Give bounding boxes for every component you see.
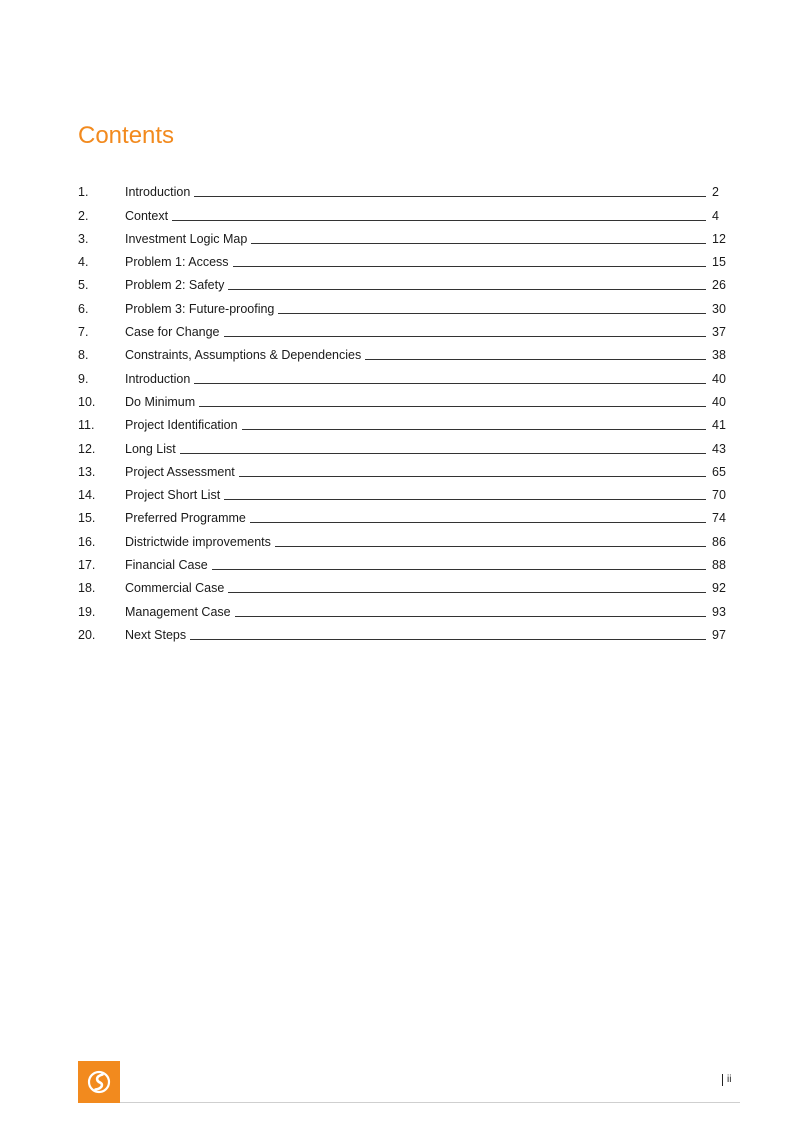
toc-number: 12. bbox=[78, 441, 96, 456]
toc-number: 15. bbox=[78, 511, 96, 526]
toc-number: 4. bbox=[78, 255, 89, 270]
toc-entry[interactable] bbox=[78, 596, 740, 619]
brand-swirl-icon bbox=[87, 1070, 111, 1094]
toc-number: 7. bbox=[78, 325, 89, 340]
toc-entry[interactable] bbox=[78, 293, 740, 316]
page-title: Contents bbox=[78, 122, 175, 149]
toc-page[interactable]: 88 bbox=[712, 558, 726, 573]
toc-page[interactable]: 12 bbox=[712, 231, 726, 246]
toc-leader bbox=[365, 358, 706, 360]
toc-leader bbox=[275, 545, 706, 547]
toc-page[interactable]: 4 bbox=[712, 208, 719, 223]
toc-number: 10. bbox=[78, 394, 96, 409]
toc-number: 9. bbox=[78, 371, 89, 386]
toc-title[interactable]: Introduction bbox=[125, 371, 191, 386]
toc-number: 14. bbox=[78, 488, 96, 503]
toc-number: 8. bbox=[78, 348, 89, 363]
toc-page[interactable]: 26 bbox=[712, 278, 726, 293]
toc-page[interactable]: 97 bbox=[712, 627, 726, 642]
toc-title[interactable]: Next Steps bbox=[125, 627, 187, 642]
toc-entry[interactable] bbox=[78, 200, 740, 223]
toc-entry[interactable] bbox=[78, 410, 740, 433]
toc-number: 11. bbox=[78, 418, 95, 433]
toc-page[interactable]: 41 bbox=[712, 418, 726, 433]
toc-title[interactable]: Do Minimum bbox=[125, 394, 196, 409]
toc-leader bbox=[199, 405, 706, 407]
toc-entry[interactable] bbox=[78, 620, 740, 643]
toc-page[interactable]: 30 bbox=[712, 301, 726, 316]
toc-number: 20. bbox=[78, 627, 96, 642]
toc-entry[interactable] bbox=[78, 503, 740, 526]
toc-title[interactable]: Constraints, Assumptions & Dependencies bbox=[125, 348, 362, 363]
toc-page[interactable]: 92 bbox=[712, 581, 726, 596]
toc-leader bbox=[278, 312, 706, 314]
toc-number: 19. bbox=[78, 604, 96, 619]
toc-leader bbox=[224, 498, 706, 500]
toc-number: 16. bbox=[78, 534, 96, 549]
toc-page[interactable]: 65 bbox=[712, 464, 726, 479]
toc-entry[interactable] bbox=[78, 224, 740, 247]
toc-leader bbox=[239, 475, 706, 477]
toc-leader bbox=[235, 615, 706, 617]
toc-title[interactable]: Project Short List bbox=[125, 488, 221, 503]
toc-entry[interactable] bbox=[78, 550, 740, 573]
toc-page[interactable]: 40 bbox=[712, 371, 726, 386]
toc-page[interactable]: 93 bbox=[712, 604, 726, 619]
toc-entry[interactable] bbox=[78, 363, 740, 386]
page-number: ii bbox=[722, 1074, 731, 1086]
toc-number: 13. bbox=[78, 464, 96, 479]
toc-number: 3. bbox=[78, 231, 89, 246]
toc-title[interactable]: Commercial Case bbox=[125, 581, 225, 596]
toc-leader bbox=[233, 265, 706, 267]
toc-leader bbox=[194, 382, 706, 384]
toc-page[interactable]: 37 bbox=[712, 325, 726, 340]
toc-leader bbox=[251, 242, 706, 244]
toc-page[interactable]: 70 bbox=[712, 488, 726, 503]
toc-leader bbox=[228, 591, 706, 593]
toc-entry[interactable] bbox=[78, 317, 740, 340]
toc-entry[interactable] bbox=[78, 247, 740, 270]
toc-title[interactable]: Introduction bbox=[125, 185, 191, 200]
toc-page[interactable]: 74 bbox=[712, 511, 726, 526]
toc-leader bbox=[190, 638, 706, 640]
toc-number: 2. bbox=[78, 208, 89, 223]
toc-page[interactable]: 40 bbox=[712, 394, 726, 409]
toc-title[interactable]: Financial Case bbox=[125, 558, 208, 573]
toc-entry[interactable] bbox=[78, 433, 740, 456]
toc-page[interactable]: 38 bbox=[712, 348, 726, 363]
toc-title[interactable]: Long List bbox=[125, 441, 176, 456]
toc-number: 1. bbox=[78, 185, 89, 200]
toc-title[interactable]: Project Assessment bbox=[125, 464, 235, 479]
toc-leader bbox=[242, 428, 706, 430]
toc-leader bbox=[194, 195, 706, 197]
toc-title[interactable]: Problem 2: Safety bbox=[125, 278, 225, 293]
brand-logo bbox=[78, 1061, 120, 1103]
toc-page[interactable]: 2 bbox=[712, 185, 719, 200]
toc-entry[interactable] bbox=[78, 480, 740, 503]
toc-entry[interactable] bbox=[78, 573, 740, 596]
toc-number: 17. bbox=[78, 558, 96, 573]
table-of-contents bbox=[78, 177, 740, 643]
toc-entry[interactable] bbox=[78, 387, 740, 410]
toc-title[interactable]: Districtwide improvements bbox=[125, 534, 271, 549]
toc-number: 6. bbox=[78, 301, 89, 316]
toc-title[interactable]: Management Case bbox=[125, 604, 231, 619]
toc-number: 5. bbox=[78, 278, 89, 293]
toc-leader bbox=[250, 521, 706, 523]
toc-page[interactable]: 43 bbox=[712, 441, 726, 456]
toc-number: 18. bbox=[78, 581, 96, 596]
footer-divider bbox=[120, 1102, 740, 1103]
toc-title[interactable]: Context bbox=[125, 208, 169, 223]
toc-leader bbox=[172, 219, 706, 221]
toc-entry[interactable] bbox=[78, 526, 740, 549]
toc-title[interactable]: Preferred Programme bbox=[125, 511, 246, 526]
toc-leader bbox=[228, 288, 706, 290]
toc-title[interactable]: Problem 1: Access bbox=[125, 255, 229, 270]
toc-leader bbox=[224, 335, 706, 337]
toc-title[interactable]: Project Identification bbox=[125, 418, 238, 433]
toc-title[interactable]: Problem 3: Future-proofing bbox=[125, 301, 275, 316]
toc-entry[interactable] bbox=[78, 270, 740, 293]
toc-page[interactable]: 15 bbox=[712, 255, 726, 270]
toc-page[interactable]: 86 bbox=[712, 534, 726, 549]
toc-entry[interactable] bbox=[78, 457, 740, 480]
toc-leader bbox=[212, 568, 706, 570]
toc-title[interactable]: Investment Logic Map bbox=[125, 231, 248, 246]
toc-entry[interactable] bbox=[78, 340, 740, 363]
toc-entry[interactable] bbox=[78, 177, 740, 200]
toc-title[interactable]: Case for Change bbox=[125, 325, 220, 340]
toc-leader bbox=[180, 452, 706, 454]
